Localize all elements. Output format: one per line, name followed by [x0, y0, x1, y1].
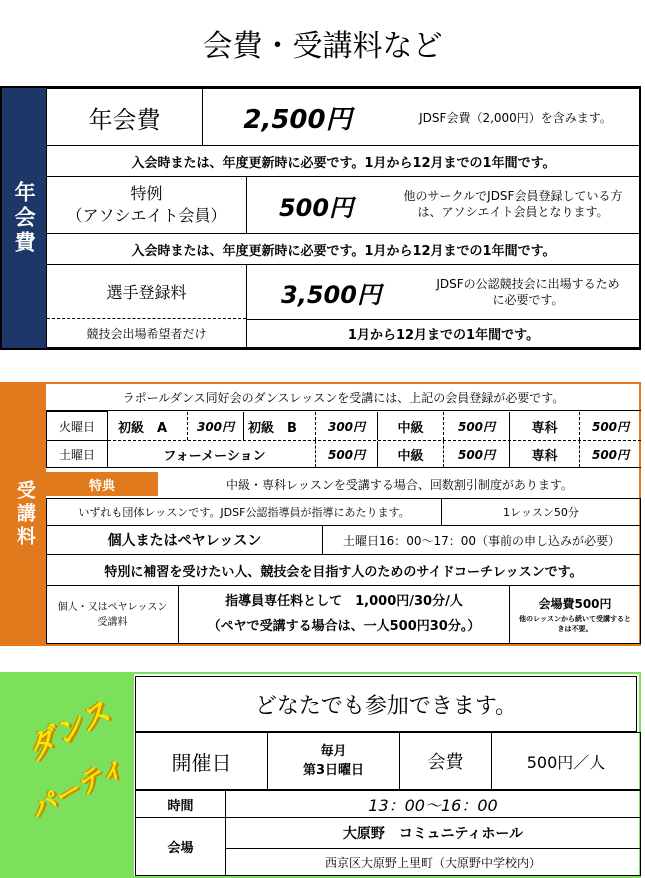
- group-lesson-note: いずれも団体レッスンです。JDSF公認指導員が指導にあたります。: [46, 498, 442, 526]
- athlete-price: 3,500円: [246, 264, 416, 320]
- tuesday-advanced: 専科: [510, 412, 580, 440]
- party-section: [0, 672, 641, 878]
- associate-price: 500円: [246, 176, 386, 234]
- party-venue-label: 会場: [135, 817, 226, 876]
- saturday-advanced-price: 500円: [591, 447, 630, 462]
- athlete-label: 選手登録料: [47, 265, 246, 319]
- party-date-value: [267, 732, 400, 790]
- associate-label: [46, 176, 247, 234]
- party-date-label: 開催日: [135, 732, 268, 790]
- tuesday-beginner-b-price: 300円: [316, 412, 378, 440]
- tuesday-beginner-a-price: 300円: [188, 412, 244, 440]
- party-time-label: 時間: [135, 790, 226, 818]
- tuesday-intermediate: 中級: [378, 412, 444, 440]
- party-fee-value: 500円／人: [491, 732, 641, 790]
- annual-fee-note: JDSF会費（2,000円）を含みます。: [391, 88, 641, 146]
- party-logo-line1: ダンス: [20, 694, 117, 768]
- page-title: 会費・受講料など: [202, 29, 443, 64]
- party-venue-name: 大原野 コミュニティホール: [225, 817, 641, 849]
- side-coach-note: 特別に補習を受けたい人、競技会を目指す人のためのサイドコーチレッスンです。: [46, 554, 641, 586]
- saturday-intermediate-price: 500円: [444, 441, 510, 467]
- special-badge: 特典: [46, 472, 158, 496]
- lessons-row-divider: [46, 467, 641, 468]
- private-fee-label-line2: 受講料: [97, 616, 128, 628]
- saturday-intermediate: 中級: [378, 441, 444, 467]
- saturday-formation: フォーメーション: [114, 441, 316, 467]
- associate-label-line2: （アソシエイト会員）: [66, 206, 227, 225]
- tuesday-beginner-a: 初級 A: [114, 412, 188, 440]
- venue-fee-note: 他のレッスンから続いて受講するときは不要。: [519, 615, 631, 633]
- tuesday-beginner-b: 初級 B: [244, 412, 316, 440]
- membership-side-label: 年会費: [2, 88, 46, 348]
- saturday-advanced: 専科: [510, 441, 580, 467]
- saturday-formation-price: 500円: [316, 441, 378, 467]
- athlete-note: JDSFの公認競技会に出場するために必要です。: [416, 264, 641, 320]
- party-fee-label: 会費: [399, 732, 492, 790]
- athlete-period: 1月から12月までの1年間です。: [246, 319, 641, 348]
- party-date-line1: 毎月: [320, 743, 347, 759]
- private-lesson-time: 土曜日16：00～17：00（事前の申し込みが必要）: [322, 525, 641, 555]
- lessons-section: [0, 382, 641, 646]
- special-text: 中級・専科レッスンを受講する場合、回数割引制度があります。: [226, 477, 573, 492]
- party-logo-panel: [2, 674, 134, 876]
- private-fee-label-line1: 個人・又はペヤレッスン: [57, 601, 168, 613]
- membership-section: [0, 86, 641, 350]
- associate-period: 入会時または、年度更新時に必要です。1月から12月までの1年間です。: [46, 233, 641, 265]
- tuesday-advanced-price: 500円: [591, 419, 630, 434]
- tuesday-label: 火曜日: [46, 411, 108, 441]
- associate-label-line1: 特例: [130, 183, 163, 203]
- private-fee-line1: 指導員専任料として 1,000円/30分/人: [225, 593, 463, 609]
- private-fee-detail: [178, 585, 510, 644]
- party-venue-address: 西京区大原野上里町（大原野中学校内）: [225, 848, 641, 876]
- private-lesson-label: 個人またはペヤレッスン: [46, 525, 323, 555]
- lesson-duration: 1レッスン50分: [441, 498, 641, 526]
- athlete-label-cell: [46, 264, 247, 348]
- lessons-side-label: 受講料: [2, 384, 46, 644]
- party-headline: どなたでも参加できます。: [135, 676, 637, 732]
- tuesday-intermediate-price: 500円: [444, 412, 510, 440]
- annual-fee-label: 年会費: [46, 88, 203, 146]
- party-date-line2: 第3日曜日: [302, 763, 365, 778]
- venue-fee-cell: [509, 585, 641, 644]
- lessons-intro: ラポールダンス同好会のダンスレッスンを受講には、上記の会員登録が必要です。: [46, 384, 641, 411]
- associate-note: 他のサークルでJDSF会員登録している方は、アソシエイト会員となります。: [386, 176, 641, 234]
- party-logo-line2: パーティ: [25, 751, 130, 826]
- venue-fee: 会場費500円: [538, 597, 612, 612]
- athlete-sublabel: 競技会出場希望者だけ: [86, 326, 207, 341]
- annual-fee-period: 入会時または、年度更新時に必要です。1月から12月までの1年間です。: [46, 145, 641, 177]
- party-time-value: 13：00～16：00: [225, 790, 641, 818]
- saturday-label: 土曜日: [46, 440, 108, 468]
- annual-fee-price: 2,500円: [202, 88, 392, 146]
- private-fee-label: [46, 585, 179, 644]
- private-fee-line2: （ペヤで受講する場合は、一人500円30分。）: [207, 618, 481, 634]
